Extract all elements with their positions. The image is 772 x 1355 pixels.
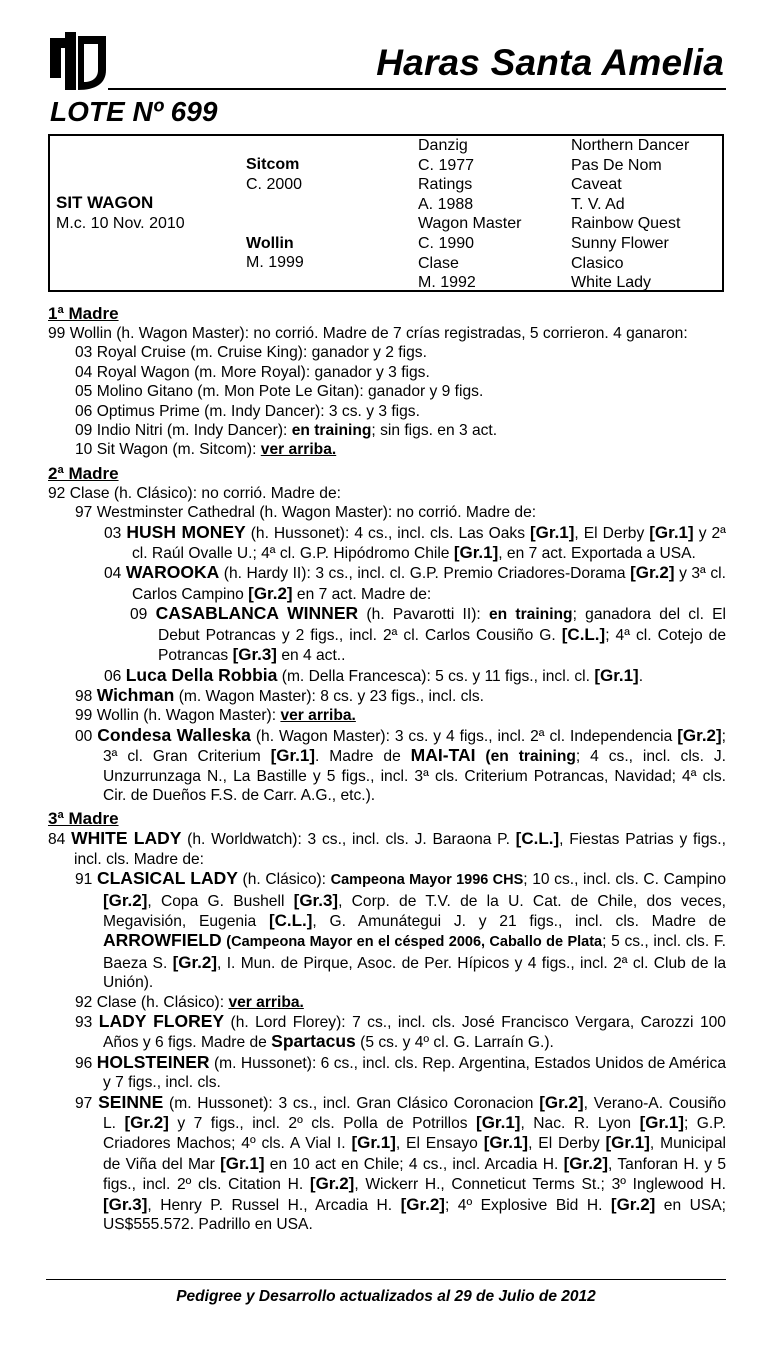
produce-item: 09 CASABLANCA WINNER (h. Pavarotti II): en training; ganadora del cl. El Debut Potrancas y 2 figs., incl. 2ª cl. Carlos Cousiño G. [C.L.]; 4ª cl. Cotejo de Potrancas [Gr.3] en 4 act.. [130, 603, 726, 665]
footer-note: Pedigree y Desarrollo actualizados al 29 de Julio de 2012 [176, 1288, 596, 1305]
produce-item: 92 Clase (h. Clásico): ver arriba. [75, 993, 304, 1011]
produce-item: 97 SEINNE (m. Hussonet): 3 cs., incl. Gran Clásico Coronacion [Gr.2], Verano-A. Cousiño L. [Gr.2] y 7 figs., incl. 2º cls. Polla de Potrillos [Gr.1], Nac. R. Lyon [Gr.1]; G.P. Criadores Machos; 4º cls. A Vial I. [Gr.1], El Ensayo [Gr.1], El Derby [Gr.1], Municipal de Viña del Mar [Gr.1] en 10 act en Chile; 4 cs., incl. Arcadia H. [Gr.2], Tanforan H. y 5 figs., incl. 2º cls. Citation H. [Gr.2], Wickerr H., Conneticut Terms St.; 3º Inglewood H. [Gr.3], Henry P. Russel H., Arcadia H. [Gr.2]; 4º Explosive Bid H. [Gr.2] en USA; US$555.572. Padrillo en USA. [75, 1091, 727, 1234]
footer-divider [46, 1279, 726, 1280]
see-above-link: ver arriba. [228, 993, 304, 1011]
pedigree-cell: Pas De Nom [571, 156, 662, 174]
produce-item: 00 Condesa Walleska (h. Wagon Master): 3 cs. y 4 figs., incl. 2ª cl. Independencia [Gr.2]; 3ª cl. Gran Criterium [Gr.1]. Madre de MAI-TAI (en training; 4 cs., incl. cls. J. Unzurrunzaga N., La Bastille y 5 figs., incl. 3ª cls. Criterium Potrancas, Navidad; 4ª cls. Cir. de Dueños F.S. de Carr. A.G., etc.). [75, 724, 727, 804]
pedigree-cell: Northern Dancer [571, 137, 690, 154]
produce-item: 03 HUSH MONEY (h. Hussonet): 4 cs., incl. cls. Las Oaks [Gr.1], El Derby [Gr.1] y 2ª cl. Raúl Ovalle U.; 4ª cl. G.P. Hipódromo Chile [Gr.1], en 7 act. Exportada a USA. [104, 521, 726, 563]
pedigree-cell: White Lady [571, 274, 652, 292]
horse-name: SIT WAGON [56, 193, 154, 212]
pedigree-cell: Clasico [571, 254, 624, 272]
produce-item: 93 LADY FLOREY (h. Lord Florey): 7 cs., incl. cls. José Francisco Vergara, Carozzi 100 Años y 6 figs. Madre de Spartacus (5 cs. y 4º cl. G. Larraín G.). [75, 1011, 726, 1052]
second-dam-heading: 2ª Madre [48, 463, 119, 483]
pedigree-cell: Ratings [418, 176, 473, 194]
see-above-link: ver arriba. [280, 707, 356, 725]
produce-item: 05 Molino Gitano (m. Mon Pote Le Gitan): ganador y 9 figs. [75, 383, 484, 401]
pedigree-cell: A. 1988 [418, 195, 474, 213]
dam-year: M. 1999 [246, 254, 304, 271]
farm-brand-logo-icon [48, 30, 108, 92]
produce-item: 10 Sit Wagon (m. Sitcom): ver arriba. [75, 441, 337, 459]
pedigree-cell: Rainbow Quest [571, 215, 681, 233]
dam-entry: 92 Clase (h. Clásico): no corrió. Madre de: [48, 484, 341, 502]
produce-item: 98 Wichman (m. Wagon Master): 8 cs. y 23 figs., incl. cls. [75, 684, 484, 705]
pedigree-table [48, 134, 724, 292]
produce-record [48, 304, 726, 1234]
pedigree-cell: Sunny Flower [571, 235, 669, 252]
sire-year: C. 2000 [246, 176, 303, 193]
pedigree-cell: C. 1990 [418, 235, 475, 252]
produce-item: 04 Royal Wagon (m. More Royal): ganador y 3 figs. [75, 363, 430, 381]
pedigree-cell: T. V. Ad [571, 195, 625, 213]
pedigree-cell: Wagon Master [418, 215, 522, 233]
produce-item: 96 HOLSTEINER (m. Hussonet): 6 cs., incl. cls. Rep. Argentina, Estados Unidos de América y 7 figs., incl. cls. [75, 1051, 726, 1092]
dam-name: Wollin [246, 235, 294, 252]
third-dam-heading: 3ª Madre [48, 809, 119, 829]
horse-info: M.c. 10 Nov. 2010 [56, 215, 185, 232]
produce-item: 06 Optimus Prime (m. Indy Dancer): 3 cs. y 3 figs. [75, 402, 420, 420]
pedigree-cell: M. 1992 [418, 274, 476, 292]
sire-name: Sitcom [246, 156, 300, 173]
produce-item: 06 Luca Della Robbia (m. Della Francesca): 5 cs. y 11 figs., incl. cl. [Gr.1]. [104, 664, 644, 685]
pedigree-cell: Clase [418, 254, 459, 272]
pedigree-cell: Caveat [571, 176, 622, 194]
dam-entry: 99 Wollin (h. Wagon Master): no corrió. Madre de 7 crías registradas, 5 corrieron. 4 ganaron: [48, 325, 688, 342]
farm-name: Haras Santa Amelia [376, 42, 724, 83]
header-divider [108, 88, 726, 90]
produce-item: 97 Westminster Cathedral (h. Wagon Master): no corrió. Madre de: [75, 504, 537, 522]
produce-item: 09 Indio Nitri (m. Indy Dancer): en training; sin figs. en 3 act. [75, 422, 498, 440]
produce-item: 03 Royal Cruise (m. Cruise King): ganador y 2 figs. [75, 344, 427, 362]
see-above-link: ver arriba. [260, 441, 337, 459]
dam-entry: 84 WHITE LADY (h. Worldwatch): 3 cs., incl. cls. J. Baraona P. [C.L.], Fiestas Patrias y figs., incl. cls. Madre de: [48, 828, 726, 868]
pedigree-cell: C. 1977 [418, 156, 475, 174]
produce-item: 91 CLASICAL LADY (h. Clásico): Campeona Mayor 1996 CHS; 10 cs., incl. cls. C. Campino [Gr.2], Copa G. Bushell [Gr.3], Corp. de T.V. de la U. Cat. de Chile, dos veces, Megavisión, Eugenia [C.L.], G. Amunátegui J. y 21 figs., incl. cls. Madre de ARROWFIELD (Campeona Mayor en el césped 2006, Caballo de Plata; 5 cs., incl. cls. F. Baeza S. [Gr.2], I. Mun. de Pirque, Asoc. de Per. Hípicos y 4 figs., incl. 2ª cl. Club de la Unión). [75, 868, 727, 992]
lot-title: LOTE Nº 699 [50, 96, 218, 127]
first-dam-heading: 1ª Madre [48, 304, 119, 323]
pedigree-cell: Danzig [418, 137, 468, 154]
produce-item: 04 WAROOKA (h. Hardy II): 3 cs., incl. cl. G.P. Premio Criadores-Dorama [Gr.2] y 3ª cl. Carlos Campino [Gr.2] en 7 act. Madre de: [104, 562, 726, 603]
produce-item: 99 Wollin (h. Wagon Master): ver arriba. [75, 707, 356, 725]
